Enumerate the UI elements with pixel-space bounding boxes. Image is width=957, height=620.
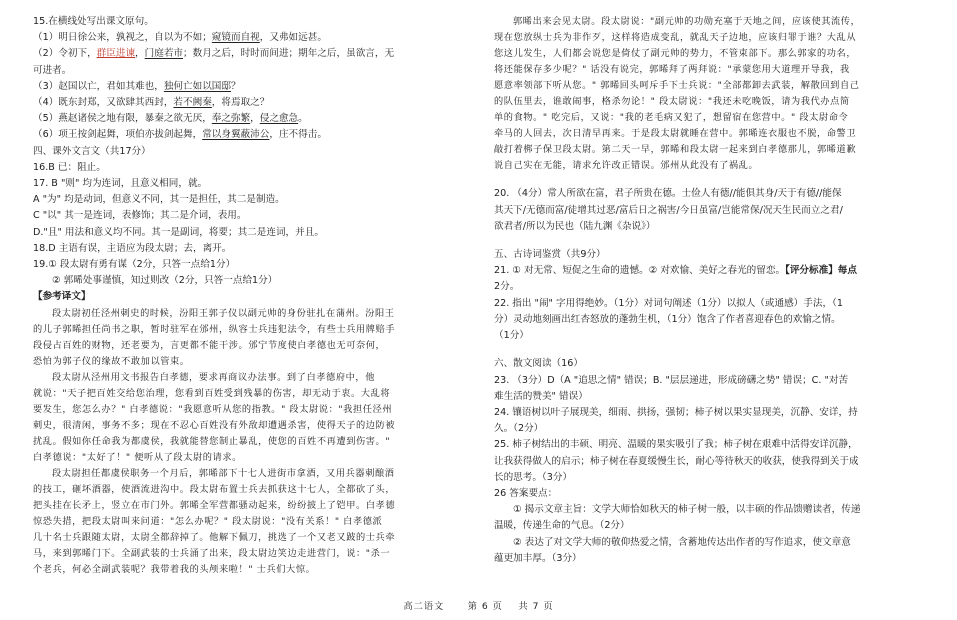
translation-line: 单的食物。" 吃完后，又说："我的老毛病又犯了，想留宿在您营中。" 段太尉命令: [494, 112, 849, 124]
q26-point-1: ① 揭示文章主旨：文学大师恰如秋天的柿子树一般，以丰硕的作品馈赠读者，传递: [513, 504, 861, 516]
q19-answer-2: ② 郭晞处事谨慎，知过则改（2分，只答一点给1分）: [52, 275, 278, 287]
translation-line: 牵马的人回去，次日清早再来。于是段太尉就睡在营中。郭晞连衣服也不脱，命警卫: [494, 128, 857, 140]
translation-line: 把头挂在长矛上，竖立在市门外。郭晞全军营都骚动起来，纷纷披上了铠甲。白孝德: [33, 500, 396, 512]
q25-line-2: 让我获得做人的启示；柿子树在春夏缓慢生长，耐心等待秋天的收获，使我得到关于成: [494, 455, 859, 467]
q15-line-2-cont: 可进者。: [33, 64, 72, 76]
translation-line: 个老兵，何必全副武装呢？我带着我的头颅来啦！" 士兵们大惊。: [33, 564, 316, 576]
q15-line-1: （1）明日徐公来，孰视之，自以为不如；窥镜而自视，又弗如远甚。: [33, 32, 327, 44]
translation-line: 现在您放纵士兵为非作歹，这样将造成变乱，就乱天子边地，应该归罪于谁？大乱从: [494, 32, 857, 44]
q26-point-2-cont: 蕴更加丰厚。（3分）: [494, 552, 582, 564]
section-5-title: 五、古诗词鉴赏（共9分）: [494, 249, 606, 261]
translation-line: 几十名士兵跟随太尉，太尉全都辞掉了。他解下佩刀，挑选了一个又老又跛的士兵牵: [33, 532, 396, 544]
q25-line-3: 长的思考。（3分）: [494, 471, 573, 483]
translation-line: 将还能保存多少呢？" 话没有说完，郭晞拜了两拜说："承蒙您用大道理开导我，我: [494, 64, 850, 76]
right-column: [494, 14, 922, 567]
spacer: [494, 344, 922, 356]
translation-line: 敲打着梆子保卫段太尉。第二天一早，郭晞和段太尉一起来到白孝德那儿，郭晞道歉: [494, 144, 857, 156]
translation-line: 段太尉初任泾州刺史的时候，汾阳王郭子仪以副元帅的身份驻扎在蒲州。汾阳王: [52, 307, 395, 319]
q15-line-3: （3）赵国以亡，君如其难也，独何亡如以国邸？: [33, 80, 241, 92]
translation-line: 白孝德说："太好了！" 便听从了段太尉的请求。: [33, 452, 242, 464]
q24-line-1: 24. 镶语树以叶子展现美，细雨、拱扬，强韧；柿子树以果实显现美，沉静、安详，持: [494, 406, 858, 418]
q23-line-2: 难生活的赞美" 错误）: [494, 390, 588, 402]
q26-point-1-cont: 温暖，传递生命的气息。（2分）: [494, 520, 630, 532]
translation-line: 郭晞出来会见太尉。段太尉说："副元帅的功勋充塞于天地之间，应该使其流传，: [513, 16, 861, 27]
translation-line: 要发生，您怎么办？" 白孝德说："我愿意听从您的指教。" 段太尉说："我担任泾州: [33, 403, 393, 415]
translation-line: 恐怕为郭子仪的缘故不敢加以管束。: [33, 355, 190, 367]
q15-title: 15.在横线处写出课文原句。: [33, 16, 154, 27]
q22-line-1: 22. 指出 "闹" 字用得绝妙。（1分）对词句阐述（1分）以拟人（或通感）手法，（1: [494, 297, 843, 309]
translation-line: 说自己实在无能，请求允许改正错误。邠州从此没有了祸乱。: [494, 160, 759, 172]
footer-page-number: 第 6 页: [467, 601, 503, 612]
q20-line-2: 其天下/无德而富/徒增其过恶/富后日之祸害/今日虽富/岂能常保/况天生民而立之君/: [494, 204, 843, 216]
translation-line: 就说："天子把百姓交给您治理，您看到百姓受到残暴的伤害，却无动于衷。大乱将: [33, 387, 391, 399]
q21-line-2: 2分。: [494, 281, 520, 293]
q15-line-4: （4）既东封郑，又欲肆其西封，若不阙秦，将焉取之？: [33, 97, 270, 109]
q22-line-3: （1分）: [494, 330, 529, 342]
q24-line-2: 久。（2分）: [494, 423, 544, 435]
translation-line: 马，来到郭晞门下。全副武装的士兵涌了出来，段太尉边笑边走进营门，说："杀一: [33, 548, 391, 560]
spacer: [494, 174, 922, 186]
footer-total-pages: 共 7 页: [518, 601, 554, 612]
translation-line: 扰乱。假如你任命我为都虞侯，我就能替您制止暴乱，使您的百姓不再遭到伤害。": [33, 436, 391, 448]
q16-answer: 16.B 已：阻止。: [33, 161, 106, 173]
q15-line-5: （5）燕赵诸侯之地有限，暴秦之欲无厌，奉之弥繁，侵之愈急。: [33, 113, 308, 125]
q25-line-1: 25. 柿子树结出的丰硕、明亮、温暖的果实吸引了我；柿子树在艰难中活得安详沉静，: [494, 439, 858, 451]
translation-line: 的技工，砸坏酒器，使酒流进沟中。段太尉布置士兵去抓获这十七人，全都砍了头，: [33, 484, 396, 496]
q20-line-3: 欲君者/所以为民也（陆九渊《杂说》）: [494, 220, 656, 232]
q26-point-2: ② 表达了对文学大师的敬仰热爱之情，含蓄地传达出作者的写作追求，使文章意: [513, 536, 851, 548]
q18-answer: 18.D 主语有误，主语应为段太尉；去，离开。: [33, 242, 232, 254]
q23-line-1: 23. （3分）D（A "追思之情" 错误；B. "层层递进，形成磅礴之势" 错误；C. "对苦: [494, 374, 849, 386]
translation-right: [494, 14, 922, 174]
reference-translation-title: 【参考译文】: [33, 291, 91, 303]
left-column: [33, 14, 463, 578]
q19-answer-1: 19.① 段太尉有勇有谋（2分，只答一点给1分）: [33, 259, 236, 271]
translation-line: 您这儿发生，人们都会说您是倚仗了副元帅的势力，不管束部下。那么郭家的功名，: [494, 48, 857, 60]
q21-line-1: 21. ① 对无常、短促之生命的遗憾。② 对欢愉、美好之春光的留恋。【评分标准】每点: [494, 265, 857, 277]
translation-line: 的队伍里去，谁敢闹事，格杀勿论！" 段太尉说："我还未吃晚饭，请为我代办点简: [494, 96, 850, 108]
spacer: [494, 235, 922, 247]
q17-option-d: D."且" 用法和意义均不同。其一是副词，将要；其二是连词，并且。: [33, 226, 324, 238]
translation-line: 愿意率领部下听从您。" 郭晞回头呵斥手下士兵说："全部都卸去武装，解散回到自己: [494, 80, 860, 92]
page-footer: [0, 598, 957, 612]
translation-line: 段太尉从泾州用文书报告白孝德，要求再商议办法事。到了白孝德府中，他: [52, 371, 375, 383]
translation-line: 的儿子郭晞担任尚书之职，暂时驻军在邠州，纵容士兵违犯法令，有些士兵用牌赔手: [33, 323, 396, 335]
section-4-title: 四、课外文言文（共17分）: [33, 145, 151, 157]
translation-line: 段侵占百姓的财物，还老要为，言更都不能干涉。邠宁节度使白孝德也无可奈何，: [33, 339, 386, 351]
translation-line: 段太尉担任都虞侯职务一个月后，郭晞部下十七人进街市拿酒，又用兵器刺酿酒: [52, 468, 395, 480]
q20-line-1: 20. （4分）常人所欲在富，君子所贵在德。士俭人有德//能俱其身/天于有德//能保: [494, 188, 842, 200]
q22-line-2: 分）灵动地刻画出红杏怒放的蓬勃生机，（1分）饱含了作者喜迎春色的欢愉之情。: [494, 313, 841, 325]
translation-left: [33, 306, 463, 579]
q17-option-a: A "为" 均是动词，但意义不同，其一是担任，其二是制造。: [33, 194, 285, 206]
q15-line-2: （2）令初下，群臣进谏，门庭若市；数月之后，时时而间进；期年之后，虽欲言，无: [33, 48, 395, 60]
footer-subject: 高二语文: [403, 601, 445, 612]
q26-title: 26 答案要点：: [494, 487, 558, 499]
q17-option-c: C "以" 其一是连词，表修饰；其二是介词，表用。: [33, 210, 247, 222]
translation-line: 刺史，很清闲，事务不多；现在不忍心百姓没有外敌却遭遇杀害，使得天子的边防被: [33, 419, 396, 431]
section-6-title: 六、散文阅读（16）: [494, 358, 583, 370]
q17-answer: 17. B "则" 均为连词，且意义相同，就。: [33, 178, 208, 190]
q15-line-6: （6）项王按剑起舞，项伯亦拔剑起舞，常以身翼蔽沛公，庄不得击。: [33, 129, 327, 141]
translation-line: 惊恐失措，把段太尉叫来问道："怎么办呢？" 段太尉说："没有关系！" 白孝德派: [33, 516, 383, 528]
